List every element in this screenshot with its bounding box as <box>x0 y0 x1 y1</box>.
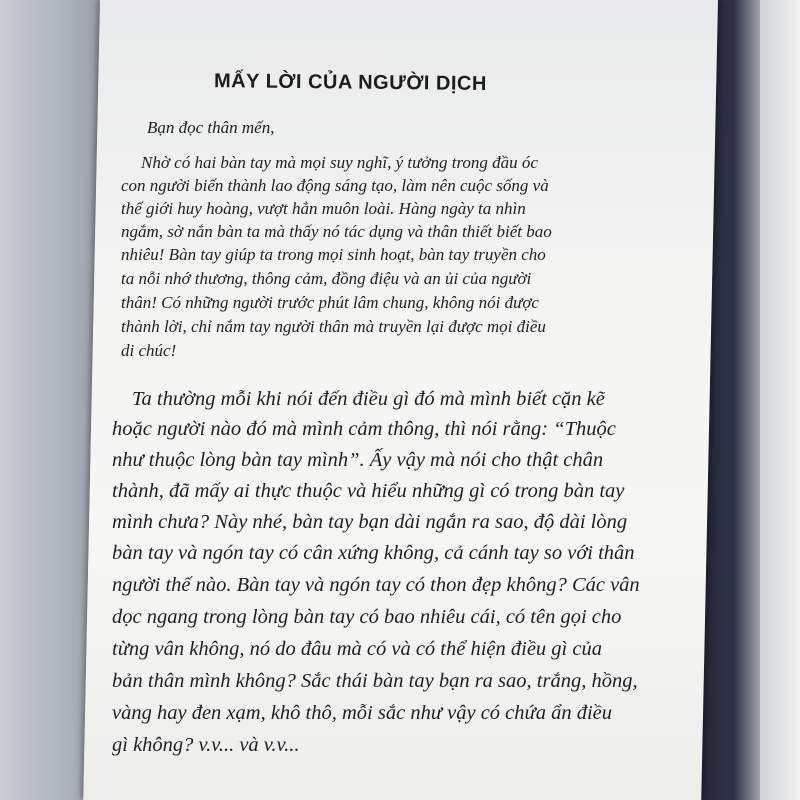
paragraph1-line: ta nỗi nhớ thương, thông cảm, đồng điệu và an ủi của người <box>121 269 532 288</box>
paragraph1-line: di chúc! <box>121 341 177 360</box>
paragraph1-line: nhiêu! Bàn tay giúp ta trong mọi sinh hoạt, bàn tay truyền cho <box>121 245 546 264</box>
paragraph1-line: thân! Có những người trước phút lâm chung, không nói được <box>121 293 539 312</box>
paragraph2-line: như thuộc lòng bàn tay mình”. Ấy vậy mà nói cho thật chân <box>112 449 604 471</box>
paragraph1-line: ngắm, sờ nắn bàn ta mà thấy nó tác dụng và thân thiết biết bao <box>121 222 552 241</box>
paragraph2-line: người thế nào. Bàn tay và ngón tay có thon đẹp không? Các vân <box>112 574 640 596</box>
paragraph2-line: dọc ngang trong lòng bàn tay có bao nhiêu cái, có tên gọi cho <box>112 606 622 628</box>
paragraph2-line: Ta thường mỗi khi nói đến điều gì đó mà mình biết cặn kẽ <box>132 388 605 410</box>
paragraph1-line: thế giới huy hoàng, vượt hẳn muôn loài. Hàng ngày ta nhìn <box>121 199 526 218</box>
page-title: MẤY LỜI CỦA NGƯỜI DỊCH <box>213 70 487 95</box>
paragraph2-line: vàng hay đen xạm, khô thô, mỗi sắc như vậy có chứa ẩn điều <box>112 702 612 724</box>
paragraph2-line: thành, đã mấy ai thực thuộc và hiểu những gì có trong bàn tay <box>112 480 625 502</box>
salutation: Bạn đọc thân mến, <box>147 118 275 137</box>
paragraph2-line: hoặc người nào đó mà mình cảm thông, thì nói rằng: “Thuộc <box>112 418 616 440</box>
paragraph1-line: thành lời, chỉ nắm tay người thân mà truyền lại được mọi điều <box>121 317 546 336</box>
paragraph1-line: con người biến thành lao động sáng tạo, làm nên cuộc sống và <box>121 176 549 195</box>
paragraph2-line: mình chưa? Này nhé, bàn tay bạn dài ngắn ra sao, độ dài lòng <box>112 511 628 533</box>
paragraph2-line: gì không? v.v... và v.v... <box>112 734 300 756</box>
paragraph2-line: bàn tay và ngón tay có cân xứng không, cả cánh tay so với thân <box>112 542 635 564</box>
paragraph1-line: Nhờ có hai bàn tay mà mọi suy nghĩ, ý tưởng trong đầu óc <box>141 153 538 172</box>
paragraph2-line: bản thân mình không? Sắc thái bàn tay bạn ra sao, trắng, hồng, <box>112 670 638 692</box>
paragraph2-line: từng vân không, nó do đâu mà có và có thể hiện điều gì của <box>112 638 602 660</box>
